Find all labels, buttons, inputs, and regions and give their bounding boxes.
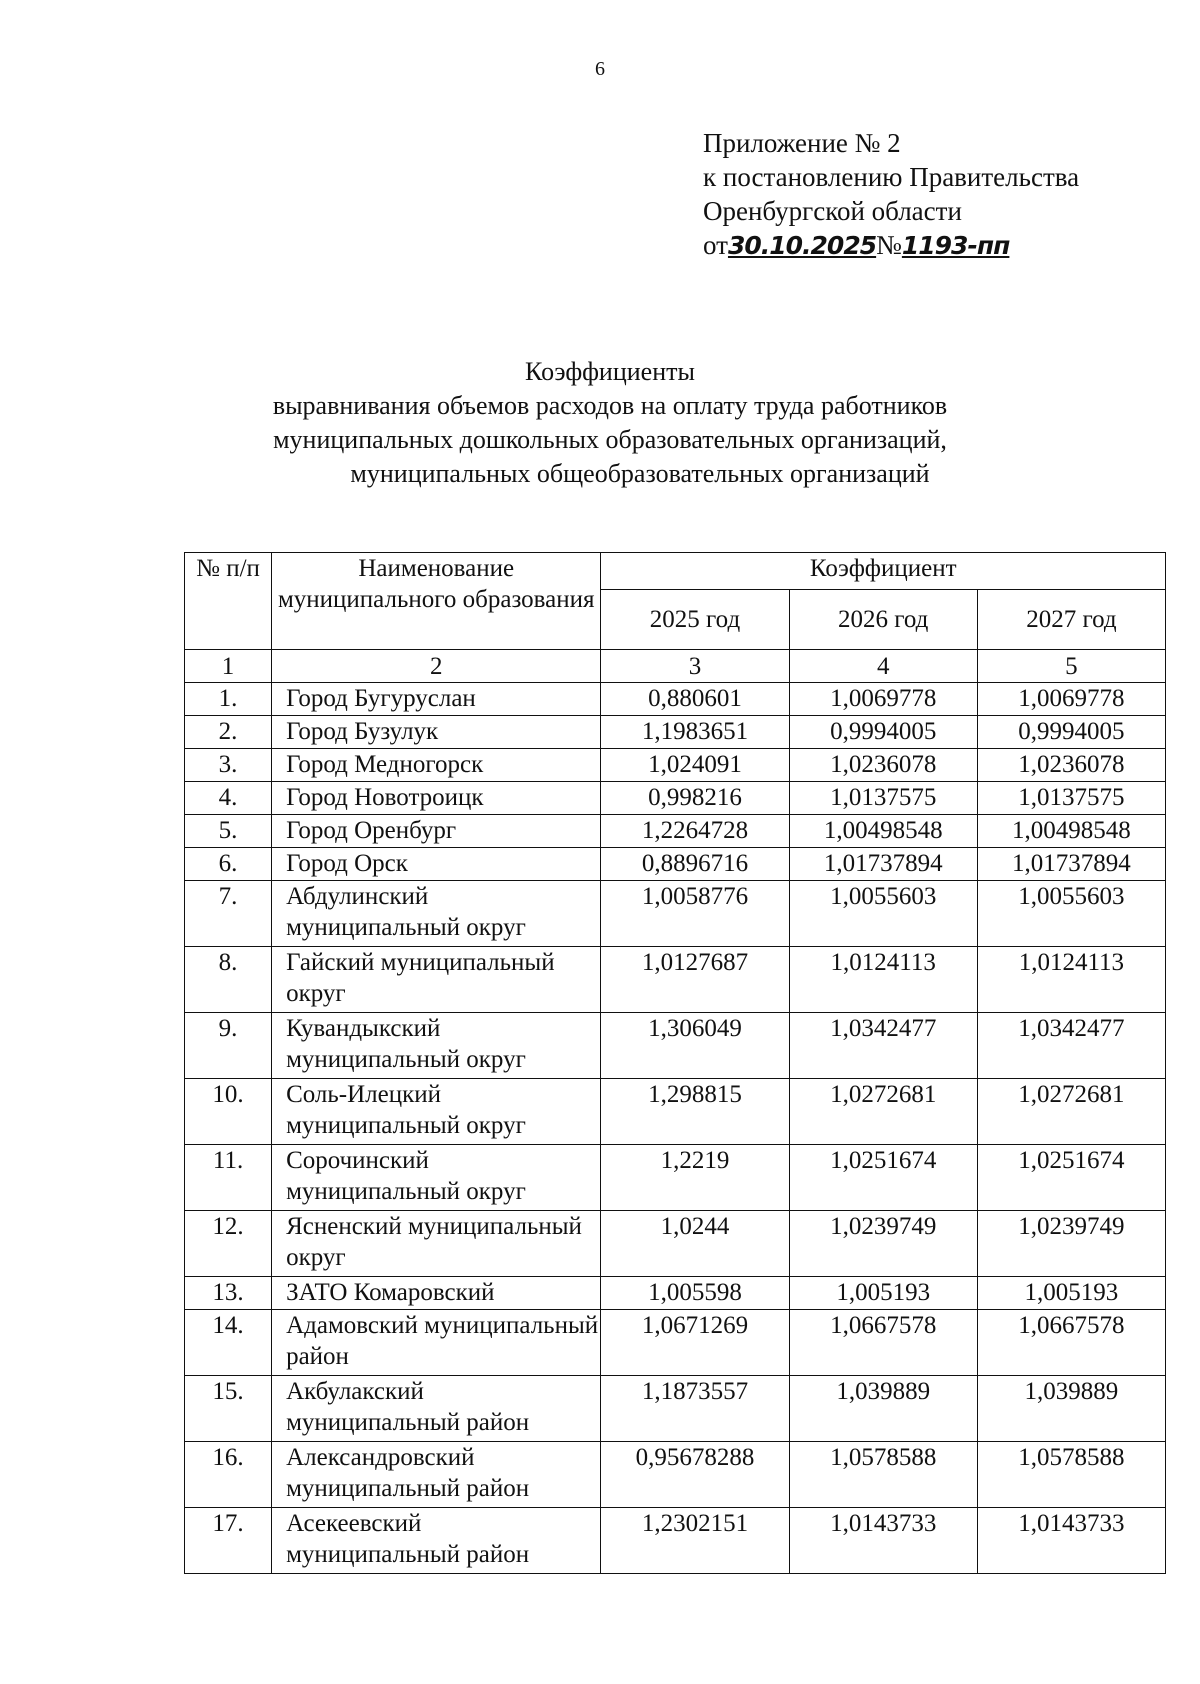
coefficient-2026-cell: 0,9994005: [789, 716, 977, 749]
coefficient-2025-cell: 1,298815: [601, 1079, 789, 1145]
coefficient-2026-cell: 1,0137575: [789, 782, 977, 815]
table-row: [185, 1310, 1166, 1376]
coefficient-2027-cell: 1,01737894: [977, 848, 1165, 881]
title-line-3: муниципальных дошкольных образовательных организаций,: [273, 425, 947, 454]
row-number-cell: 6.: [185, 848, 272, 881]
header-year-2025: 2025 год: [601, 590, 789, 650]
table-row: [185, 1442, 1166, 1508]
municipality-name-cell: Акбулакский муниципальный район: [272, 1376, 601, 1442]
coefficient-2027-cell: 1,0667578: [977, 1310, 1165, 1376]
handwritten-date: 30.10.2025: [727, 231, 877, 260]
coefficient-2025-cell: 0,880601: [601, 683, 789, 716]
coefficient-2025-cell: 1,0127687: [601, 947, 789, 1013]
coefficient-2027-cell: 1,0143733: [977, 1508, 1165, 1574]
row-number-cell: 5.: [185, 815, 272, 848]
table-row: [185, 1079, 1166, 1145]
coefficient-2026-cell: 1,0342477: [789, 1013, 977, 1079]
row-number-cell: 14.: [185, 1310, 272, 1376]
title-line-1: Коэффициенты: [525, 357, 695, 386]
coefficient-2025-cell: 1,306049: [601, 1013, 789, 1079]
table-row: [185, 1376, 1166, 1442]
handwritten-number: 1193-пп: [901, 231, 1010, 260]
coefficient-2027-cell: 1,0251674: [977, 1145, 1165, 1211]
coefficient-2027-cell: 1,039889: [977, 1376, 1165, 1442]
coefficient-2026-cell: 1,039889: [789, 1376, 977, 1442]
header-row-top: [185, 553, 1166, 590]
municipality-name-cell: Город Бугуруслан: [272, 683, 601, 716]
coefficient-2026-cell: 1,0239749: [789, 1211, 977, 1277]
coefficient-2025-cell: 0,95678288: [601, 1442, 789, 1508]
appendix-date-number: [703, 228, 1079, 263]
table-row: [185, 716, 1166, 749]
coefficient-2025-cell: 1,1873557: [601, 1376, 789, 1442]
coefficient-2025-cell: 1,1983651: [601, 716, 789, 749]
index-cell: 3: [601, 650, 789, 683]
index-cell: 2: [272, 650, 601, 683]
date-prefix: от: [703, 230, 728, 260]
municipality-name-cell: Кувандыкский муниципальный округ: [272, 1013, 601, 1079]
coefficient-2025-cell: 1,0058776: [601, 881, 789, 947]
coefficient-2026-cell: 1,0667578: [789, 1310, 977, 1376]
municipality-name-cell: ЗАТО Комаровский: [272, 1277, 601, 1310]
municipality-name-cell: Город Орск: [272, 848, 601, 881]
coefficient-2025-cell: 1,0671269: [601, 1310, 789, 1376]
table-row: [185, 749, 1166, 782]
coefficient-2027-cell: 1,0124113: [977, 947, 1165, 1013]
header-num: № п/п: [185, 553, 272, 650]
title-line-4: муниципальных общеобразовательных организаций: [350, 459, 930, 488]
appendix-block: [703, 126, 1079, 263]
row-number-cell: 13.: [185, 1277, 272, 1310]
coefficient-2027-cell: 1,00498548: [977, 815, 1165, 848]
coefficient-2025-cell: 1,2264728: [601, 815, 789, 848]
coefficient-2026-cell: 1,01737894: [789, 848, 977, 881]
row-number-cell: 16.: [185, 1442, 272, 1508]
municipality-name-cell: Город Оренбург: [272, 815, 601, 848]
municipality-name-cell: Город Бузулук: [272, 716, 601, 749]
coefficient-2026-cell: 1,0124113: [789, 947, 977, 1013]
row-number-cell: 11.: [185, 1145, 272, 1211]
coefficient-2026-cell: 1,0578588: [789, 1442, 977, 1508]
coefficient-2025-cell: 0,8896716: [601, 848, 789, 881]
index-cell: 5: [977, 650, 1165, 683]
header-year-2027: 2027 год: [977, 590, 1165, 650]
page-number: 6: [595, 58, 605, 80]
header-coefficient: Коэффициент: [601, 553, 1166, 590]
table-row: [185, 881, 1166, 947]
table-row: [185, 782, 1166, 815]
column-index-row: [185, 650, 1166, 683]
table-row: [185, 1508, 1166, 1574]
municipality-name-cell: Адамовский муниципальный район: [272, 1310, 601, 1376]
coefficient-2026-cell: 1,005193: [789, 1277, 977, 1310]
coefficient-2025-cell: 1,0244: [601, 1211, 789, 1277]
table-row: [185, 1145, 1166, 1211]
coefficient-2025-cell: 1,024091: [601, 749, 789, 782]
row-number-cell: 1.: [185, 683, 272, 716]
municipality-name-cell: Ясненский муниципальный округ: [272, 1211, 601, 1277]
table-row: [185, 848, 1166, 881]
row-number-cell: 17.: [185, 1508, 272, 1574]
municipality-name-cell: Александровский муниципальный район: [272, 1442, 601, 1508]
municipality-name-cell: Асекеевский муниципальный район: [272, 1508, 601, 1574]
header-name: Наименование муниципального образования: [272, 553, 601, 650]
coefficient-2026-cell: 1,0055603: [789, 881, 977, 947]
row-number-cell: 7.: [185, 881, 272, 947]
row-number-cell: 10.: [185, 1079, 272, 1145]
coefficient-2025-cell: 1,005598: [601, 1277, 789, 1310]
coefficient-2027-cell: 1,0236078: [977, 749, 1165, 782]
coefficient-2025-cell: 1,2219: [601, 1145, 789, 1211]
coefficient-2027-cell: 1,0272681: [977, 1079, 1165, 1145]
appendix-decree: к постановлению Правительства: [703, 162, 1080, 192]
coefficient-2027-cell: 1,005193: [977, 1277, 1165, 1310]
coefficient-2025-cell: 1,2302151: [601, 1508, 789, 1574]
title-line-2: выравнивания объемов расходов на оплату труда работников: [272, 391, 948, 420]
coefficient-2027-cell: 0,9994005: [977, 716, 1165, 749]
header-year-2026: 2026 год: [789, 590, 977, 650]
document-title: [180, 355, 1040, 491]
row-number-cell: 12.: [185, 1211, 272, 1277]
coefficient-2027-cell: 1,0055603: [977, 881, 1165, 947]
municipality-name-cell: Абдулинский муниципальный округ: [272, 881, 601, 947]
row-number-cell: 15.: [185, 1376, 272, 1442]
row-number-cell: 4.: [185, 782, 272, 815]
table-row: [185, 1277, 1166, 1310]
table-row: [185, 1013, 1166, 1079]
coefficient-2027-cell: 1,0137575: [977, 782, 1165, 815]
coefficient-2027-cell: 1,0239749: [977, 1211, 1165, 1277]
municipality-name-cell: Город Новотроицк: [272, 782, 601, 815]
coefficient-2026-cell: 1,0069778: [789, 683, 977, 716]
municipality-name-cell: Гайский муниципальный округ: [272, 947, 601, 1013]
coefficient-2026-cell: 1,0236078: [789, 749, 977, 782]
coefficients-table: [184, 552, 1166, 1574]
appendix-region: Оренбургской области: [703, 196, 962, 226]
table-row: [185, 683, 1166, 716]
municipality-name-cell: Город Медногорск: [272, 749, 601, 782]
coefficient-2026-cell: 1,00498548: [789, 815, 977, 848]
index-cell: 1: [185, 650, 272, 683]
row-number-cell: 8.: [185, 947, 272, 1013]
row-number-cell: 3.: [185, 749, 272, 782]
coefficient-2027-cell: 1,0578588: [977, 1442, 1165, 1508]
row-number-cell: 2.: [185, 716, 272, 749]
municipality-name-cell: Сорочинский муниципальный округ: [272, 1145, 601, 1211]
coefficient-2027-cell: 1,0069778: [977, 683, 1165, 716]
table-row: [185, 1211, 1166, 1277]
municipality-name-cell: Соль-Илецкий муниципальный округ: [272, 1079, 601, 1145]
number-sign: №: [876, 230, 902, 260]
coefficient-2025-cell: 0,998216: [601, 782, 789, 815]
coefficient-2026-cell: 1,0143733: [789, 1508, 977, 1574]
index-cell: 4: [789, 650, 977, 683]
table-row: [185, 815, 1166, 848]
coefficient-2027-cell: 1,0342477: [977, 1013, 1165, 1079]
row-number-cell: 9.: [185, 1013, 272, 1079]
appendix-title: Приложение № 2: [703, 128, 901, 158]
table-row: [185, 947, 1166, 1013]
coefficient-2026-cell: 1,0251674: [789, 1145, 977, 1211]
coefficient-2026-cell: 1,0272681: [789, 1079, 977, 1145]
